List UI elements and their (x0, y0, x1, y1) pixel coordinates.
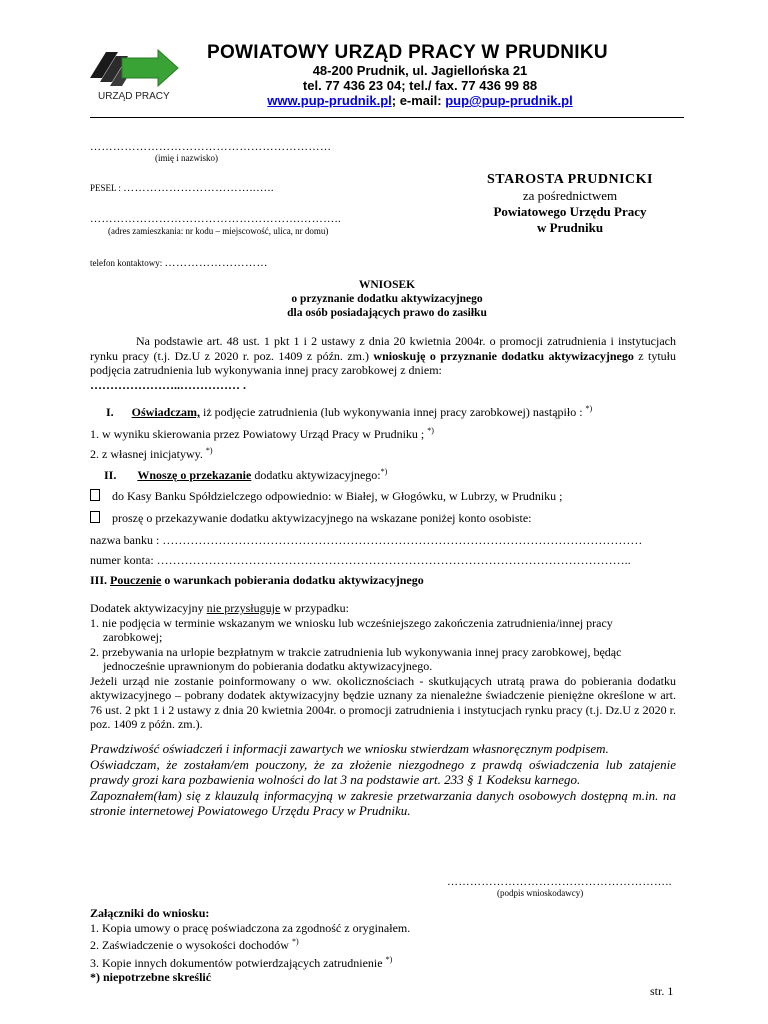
attachment-text: 2. Zaświadczenie o wysokości dochodów (90, 938, 292, 952)
attachments-heading: Załączniki do wniosku: (90, 906, 210, 920)
title-subject: o przyznanie dodatku aktywizacyjnego (291, 293, 483, 305)
pesel-label: PESEL : (90, 183, 124, 193)
declaration-truth: Prawdziwość oświadczeń i informacji zawartych we wniosku stwierdzam własnoręcznym podpisem. (90, 741, 609, 756)
phone-field[interactable]: ……………………… (164, 257, 268, 269)
instruction-block (90, 601, 680, 732)
footnote-mark: *) (385, 954, 393, 964)
section-3-heading (90, 573, 424, 588)
document-title (90, 278, 684, 320)
page-number: str. 1 (650, 984, 674, 998)
office-title: POWIATOWY URZĄD PRACY W PRUDNIKU (207, 42, 608, 63)
account-number-row (90, 553, 631, 568)
declaration-warning: Oświadczam, że zostałam/em pouczony, że za złożenie niezgodnego z prawdą oświadczenia lub zatajenie prawdy grozi kara pozbawienia wolności do lat 3 na podstawie art. 233 § 1 Kodeksu karnego. (90, 756, 676, 787)
signature-label: (podpis wnioskodawcy) (497, 888, 584, 898)
bank-branch-option[interactable] (90, 489, 563, 504)
header-divider (90, 117, 684, 118)
footnote-mark: *) (585, 404, 593, 413)
logo-graphic (88, 44, 183, 90)
attachments-block (90, 906, 410, 985)
section-1-option-2[interactable] (90, 446, 213, 462)
recipient-office: Powiatowego Urzędu Pracy (493, 204, 647, 219)
section-2-text: dodatku aktywizacyjnego: (251, 468, 381, 482)
address-field[interactable]: ……………………………………………….……….. (90, 213, 342, 225)
phone-row (90, 253, 268, 271)
checkbox[interactable] (90, 489, 100, 501)
recipient-city: w Prudniku (536, 220, 604, 235)
intro-paragraph (90, 334, 676, 378)
instruction-text: Dodatek aktywizacyjny (90, 601, 207, 615)
declaration-gdpr: Zapoznałem(łam) się z klauzulą informacyjną w zakresie przetwarzania danych osobowych dostępną m.in. na stronie internetowej Powiatowego Urzędu Pracy w Prudniku. (90, 787, 676, 818)
office-address: 48-200 Prudnik, ul. Jagiellońska 21 (312, 63, 528, 78)
bank-name-label: nazwa banku : (90, 533, 163, 547)
office-contact (220, 93, 620, 108)
footnote-mark: *) (291, 937, 299, 946)
instruction-text: w przypadku: (280, 601, 349, 615)
account-number-label: numer konta: (90, 553, 157, 567)
section-3-number: III. (90, 573, 108, 587)
pesel-row (90, 178, 274, 196)
bank-name-field[interactable]: ………………………………………………………………………………………………………… (162, 533, 643, 547)
section-1-option-1[interactable] (90, 426, 434, 442)
checkbox[interactable] (90, 511, 100, 523)
attachment-item (90, 935, 410, 953)
title-target: dla osób posiadających prawo do zasiłku (287, 307, 487, 319)
section-1-title: Oświadczam, (131, 405, 200, 419)
recipient-via: za pośrednictwem (522, 188, 618, 203)
personal-account-option[interactable] (90, 511, 532, 526)
start-date-field[interactable]: …………………..…………… . (90, 378, 246, 392)
section-2-heading (104, 467, 387, 483)
intro-request: wnioskuję o przyznanie dodatku aktywizacyjnego (373, 348, 634, 363)
attachment-text: 3. Kopie innych dokumentów potwierdzających zatrudnienie (90, 955, 386, 970)
office-phones: tel. 77 436 23 04; tel./ fax. 77 436 99 88 (302, 78, 538, 93)
option-1-text: 1. w wyniku skierowania przez Powiatowy Urząd Pracy w Prudniku ; (90, 427, 428, 441)
phone-label: telefon kontaktowy: (90, 258, 165, 268)
footnote-mark: *) (205, 446, 213, 455)
section-1-number: I. (106, 405, 114, 419)
declaration-block (90, 741, 676, 819)
bank-branch-text: do Kasy Banku Spółdzielczego odpowiednio: w Białej, w Głogówku, w Lubrzy, w Prudniku ; (112, 489, 563, 503)
pesel-field[interactable]: ……………………………..….. (123, 182, 275, 194)
name-label: (imię i nazwisko) (155, 153, 218, 163)
name-field[interactable]: ……………………………………………………… (90, 141, 332, 153)
instruction-item-2: 2. przebywania na urlopie bezpłatnym w trakcie zatrudnienia lub wykonywania innej pracy zarobkowej, będąc (90, 644, 622, 659)
footnote-mark: *) (380, 467, 388, 476)
personal-account-text: proszę o przekazywanie dodatku aktywizacyjnego na wskazane poniżej konto osobiste: (112, 511, 532, 525)
section-1-heading (106, 404, 592, 420)
section-1-text: iż podjęcie zatrudnienia (lub wykonywania innej pracy zarobkowej) nastąpiło : (200, 405, 586, 419)
instruction-item-1: 1. nie podjęcia w terminie wskazanym we wniosku lub wcześniejszego zakończenia zatrudnienia/innej pracy (90, 615, 613, 630)
footnote: *) niepotrzebne skreślić (90, 970, 212, 984)
account-number-field[interactable]: ……………………………………………………………………………………………………….. (156, 553, 631, 567)
bank-name-row (90, 533, 642, 548)
instruction-emphasis: nie przysługuje (206, 601, 281, 615)
section-3-text: o warunkach pobierania dodatku aktywizacyjnego (161, 573, 424, 587)
intro-text: Na podstawie art. 48 ust. 1 pkt 1 i 2 ustawy z dnia 20 kwietnia 2004r. o promocji zatrudnienia i instytucjach rynku pracy (t.j. Dz.U z 2020 r. poz. 1409 z późn. zm.) (90, 334, 676, 363)
attachment-item: 1. Kopia umowy o pracę poświadczona za zgodność z oryginałem. (90, 920, 411, 935)
instruction-intro (90, 601, 680, 616)
logo-caption: URZĄD PRACY (98, 91, 170, 102)
instruction-item-2-cont: jednocześnie uprawnionym do pobierania dodatku aktywizacyjnego. (103, 659, 433, 673)
attachment-item (90, 953, 410, 971)
email-link[interactable]: pup@pup-prudnik.pl (445, 93, 573, 108)
address-label: (adres zamieszkania: nr kodu – miejscowość, ulica, nr domu) (108, 226, 329, 236)
intro-text-2: z tytułu podjęcia zatrudnienia lub wykonywania innej pracy zarobkowej z dniem: (90, 348, 677, 377)
section-2-number: II. (104, 468, 117, 482)
footnote-mark: *) (427, 426, 434, 435)
recipient-block (455, 172, 685, 236)
option-2-text: 2. z własnej inicjatywy. (90, 447, 206, 461)
section-2-title: Wnoszę o przekazanie (137, 468, 252, 482)
website-link[interactable]: www.pup-prudnik.pl (267, 93, 392, 108)
recipient-starosta: STAROSTA PRUDNICKI (486, 172, 653, 187)
instruction-item-1-cont: zarobkowej; (103, 630, 163, 644)
logo (88, 44, 183, 109)
section-3-title: Pouczenie (110, 573, 162, 587)
email-label: ; e-mail: (391, 93, 446, 108)
signature-field[interactable]: ………………………………………………….. (447, 876, 672, 888)
instruction-note: Jeżeli urząd nie zostanie poinformowany o ww. okolicznościach - skutkujących utratą prawa do pobierania dodatku aktywizacyjnego – pobrany dodatek aktywizacyjny będzie uznany za nienależne świadczenie pieniężne określone w art. 76 ust. 2 pkt 1 i 2 ustawy z dnia 20 kwietnia 2004r. o promocji zatrudnienia i instytucjach rynku pracy (t.j. Dz.U z 2020 r. poz. 1409 z późn. zm.). (90, 673, 676, 731)
title-wniosek: WNIOSEK (358, 279, 416, 291)
